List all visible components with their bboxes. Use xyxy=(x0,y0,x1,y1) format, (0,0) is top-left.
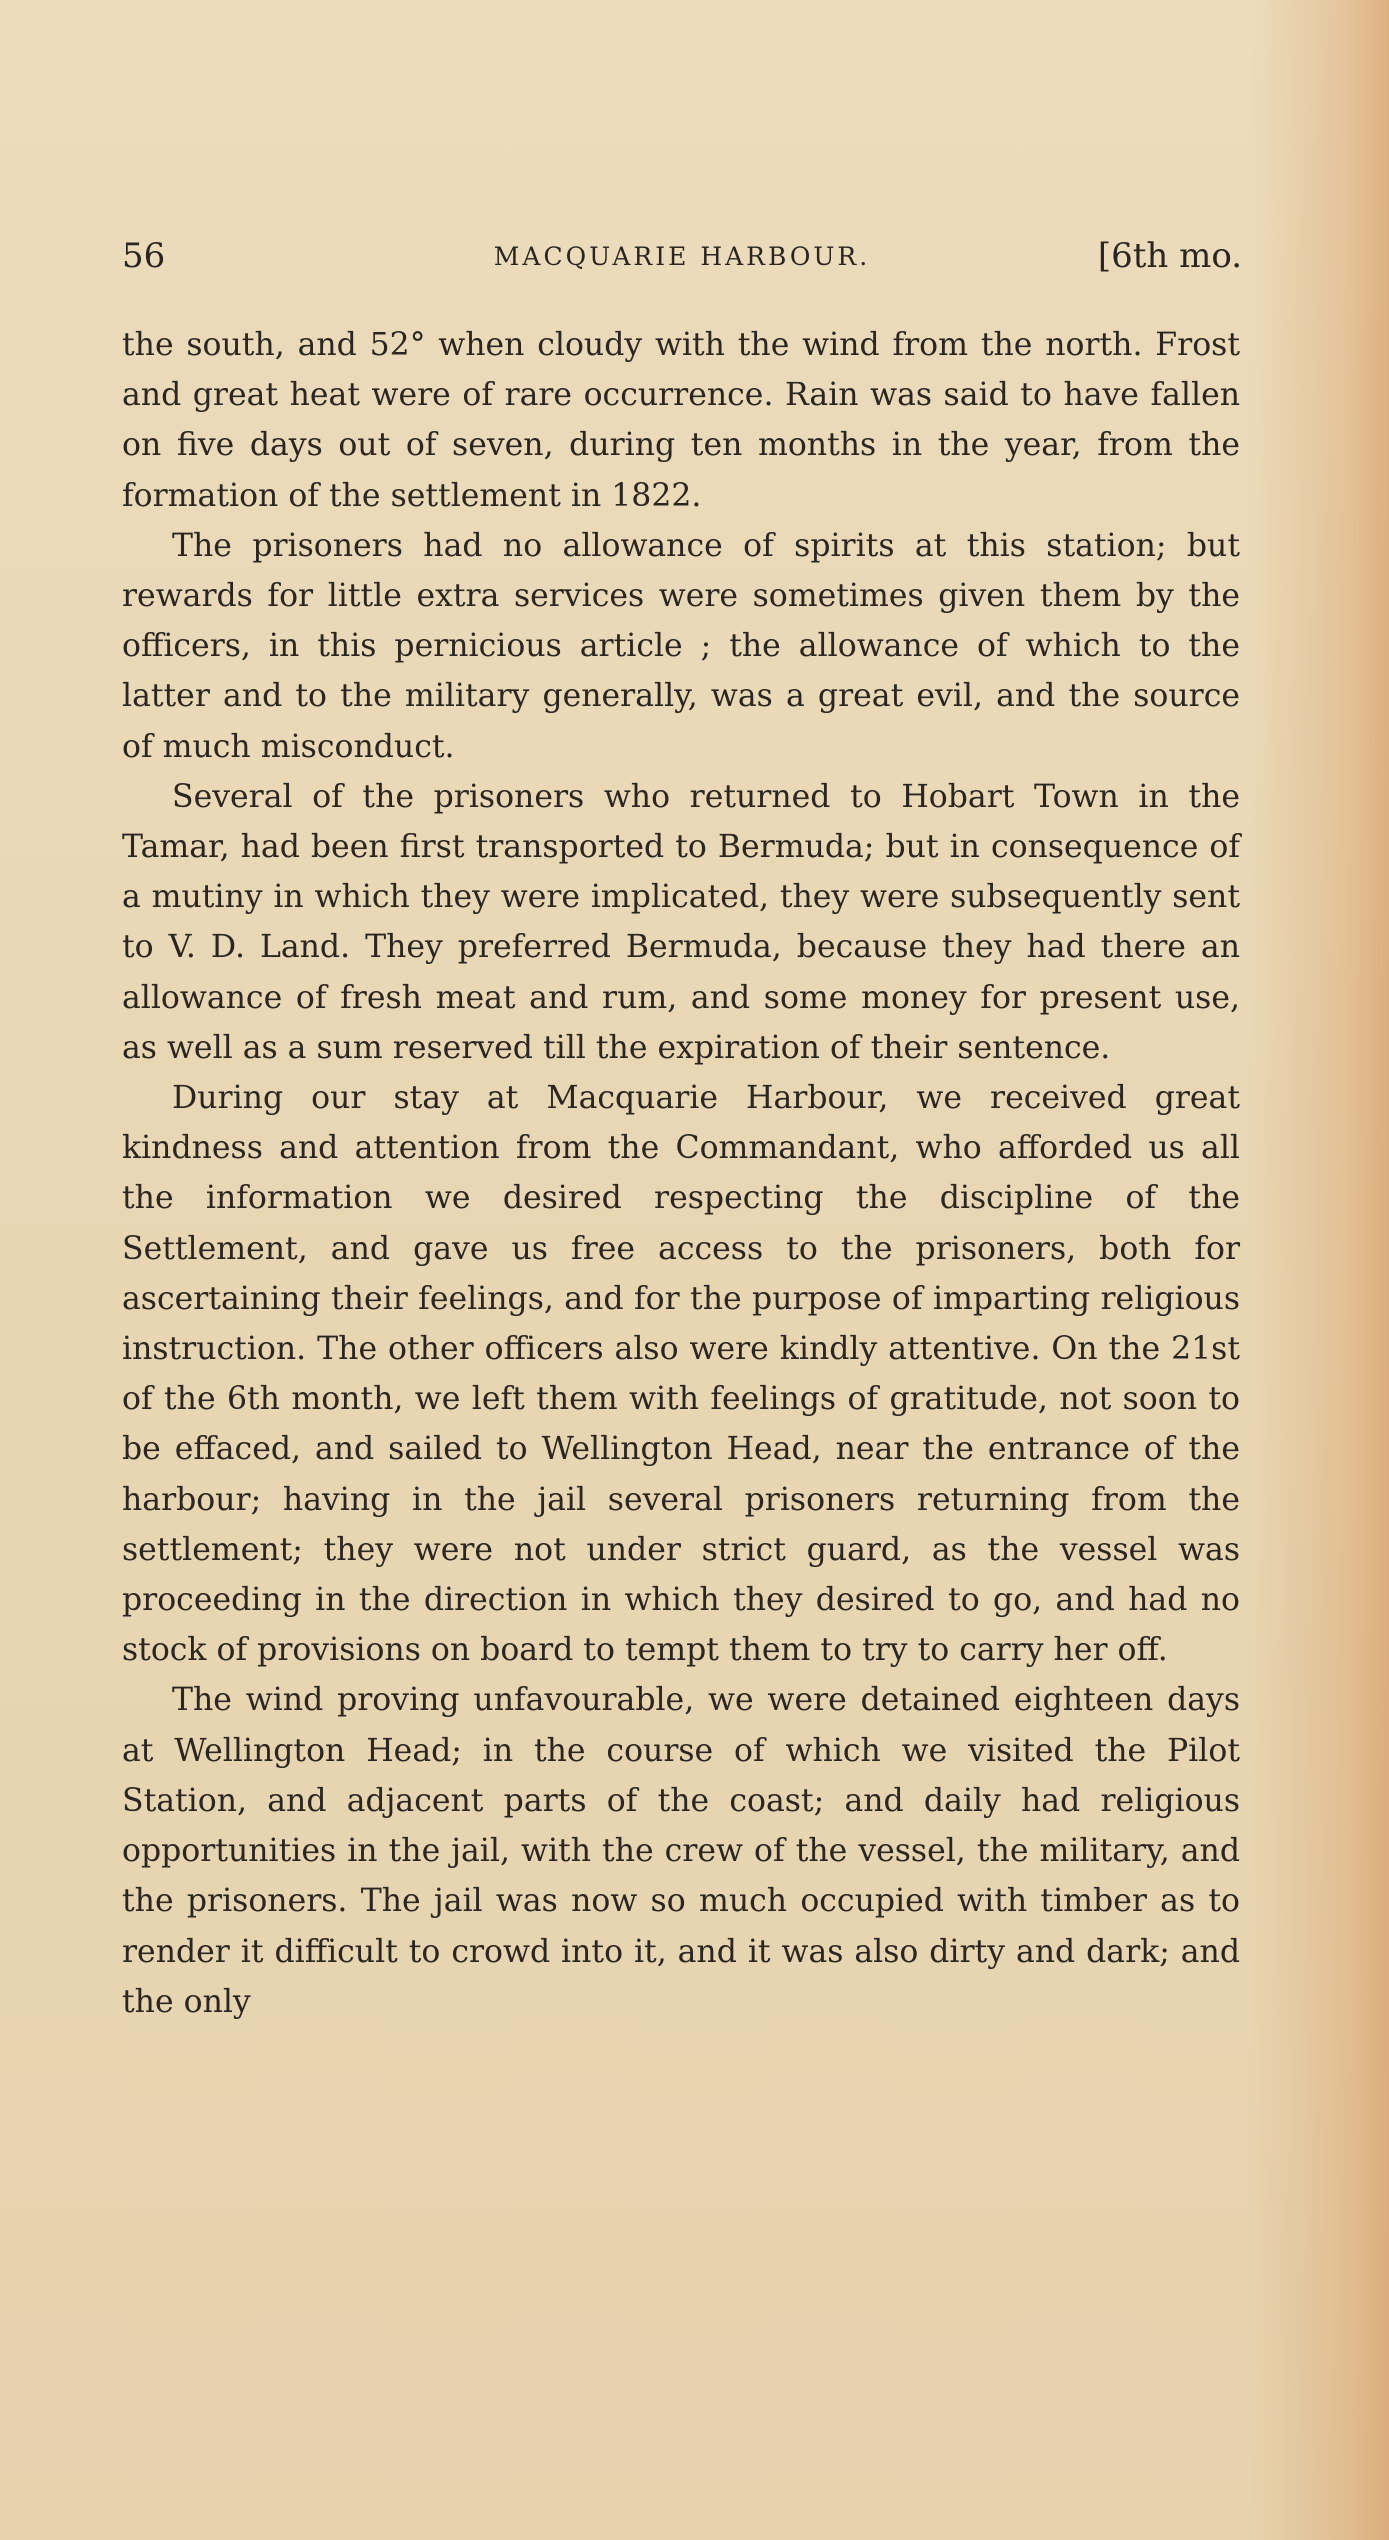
running-title: MACQUARIE HARBOUR. xyxy=(493,242,871,271)
paragraph-wellington-head: The wind proving unfavourable, we were detained eighteen days at Wellington Head; in the course of which we visited the Pilot Station, and adjacent parts of the coast; and daily had religious opportunities in the jail, with the crew of the vessel, the military, and the prisoners. The jail was now so much occupied with timber as to render it difficult to crowd into it, and it was also dirty and dark; and the only xyxy=(122,1682,1240,2020)
paragraph-bermuda: Several of the prisoners who returned to Hobart Town in the Tamar, had been first transported to Bermuda; but in consequence of a mutiny in which they were implicated, they were subsequently sent to V. D. Land. They preferred Bermuda, because they had there an allowance of fresh meat and rum, and some money for present use, as well as a sum reserved till the expiration of their sentence. xyxy=(122,778,1240,1066)
page-number: 56 xyxy=(122,236,166,276)
paragraph-departure: During our stay at Macquarie Harbour, we received great kindness and attention from the Commandant, who afforded us all the information we desired respecting the discipline of the Settlement, and gave us free access to the prisoners, both for ascertaining their feelings, and for the purpose of imparting religious instruction. The other officers also were kindly attentive. On the 21st of the 6th month, we left them with feelings of gratitude, not soon to be effaced, and sailed to Wellington Head, near the entrance of the harbour; having in the jail several prisoners returning from the settlement; they were not under strict guard, as the vessel was proceeding in the direction in which they desired to go, and had no stock of provisions on board to tempt them to try to carry her off. xyxy=(122,1080,1240,1669)
paragraph-continued: the south, and 52° when cloudy with the wind from the north. Frost and great heat were of rare occurrence. Rain was said to have fallen on five days out of seven, during ten months in the year, from the formation of the settlement in 1822. xyxy=(122,327,1240,514)
page-header xyxy=(122,236,1242,292)
body-text xyxy=(122,320,1240,2027)
section-marker: [6th mo. xyxy=(1097,236,1242,276)
paragraph-spirits: The prisoners had no allowance of spirits at this station; but rewards for little extra services were sometimes given them by the officers, in this pernicious article ; the allowance of which to the latter and to the military generally, was a great evil, and the source of much misconduct. xyxy=(122,527,1240,765)
